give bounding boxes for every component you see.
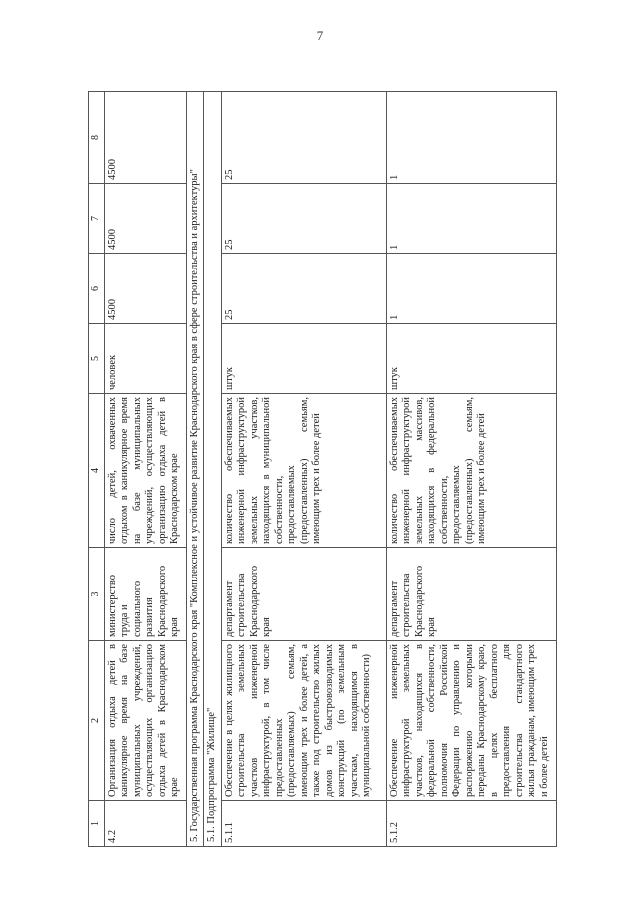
- table-row-4-2: [104, 92, 186, 847]
- value-cell-7: 4500: [104, 184, 186, 254]
- header-cell-4: 4: [89, 394, 105, 548]
- indicator-cell: количество обеспечиваемых инженерной инфраструктурой земельных массивов, находящихся в федеральной собственности, предоставляемых (предоставленных) семьям, имеющим трех и более детей: [386, 394, 556, 548]
- unit-cell: штук: [221, 324, 386, 394]
- row-number: 5.1.2: [386, 801, 556, 847]
- indicator-cell: число детей, охваченных отдыхом в каникулярное время на базе муниципальных учреждений, осуществляющих организацию отдыха детей в Краснодарском крае: [104, 394, 186, 548]
- header-cell-7: 7: [89, 184, 105, 254]
- header-cell-6: 6: [89, 254, 105, 324]
- measure-cell: Обеспечение в целях жилищного строительства земельных участков инженерной инфраструктурой, в том числе предоставленных (предоставляемых) семьям, имеющим трех и более детей, а также под строительство жилых домов из быстровозводимых конструкций (по земельным участкам, находящимся в муниципальной собственности): [221, 641, 386, 801]
- row-number: 5.1.1: [221, 801, 386, 847]
- header-cell-2: 2: [89, 641, 105, 801]
- rotated-table-container: [88, 92, 593, 847]
- value-cell-8: 1: [386, 92, 556, 184]
- indicator-cell: количество обеспечиваемых инженерной инфраструктурой земельных участков, находящихся в муниципальной собственности, предоставляемых (предоставленных) семьям, имеющим трех и более детей: [221, 394, 386, 548]
- unit-cell: человек: [104, 324, 186, 394]
- value-cell-6: 1: [386, 254, 556, 324]
- measure-cell: Обеспечение инженерной инфраструктурой земельных участков, находящихся в федеральной собственности, полномочия Российской Федерации по управлению и распоряжению которыми переданы Краснодарскому краю, в целях бесплатного предоставления для строительства стандартного жилья гражданам, имеющим трех и более детей: [386, 641, 556, 801]
- executor-cell: министерство труда и социального развития Краснодарского края: [104, 548, 186, 641]
- executor-cell: департамент строительства Краснодарского края: [221, 548, 386, 641]
- measure-cell: Организация отдыха детей в каникулярное время на базе муниципальных учреждений, осуществляющих организацию отдыха детей в Краснодарском крае: [104, 641, 186, 801]
- table-row-5-1-1: [221, 92, 386, 847]
- value-cell-6: 4500: [104, 254, 186, 324]
- section-row-5: [186, 92, 204, 847]
- row-number: 4.2: [104, 801, 186, 847]
- value-cell-7: 1: [386, 184, 556, 254]
- header-cell-5: 5: [89, 324, 105, 394]
- page-number: 7: [316, 28, 324, 43]
- measures-table: [88, 91, 557, 847]
- header-row: [89, 92, 105, 847]
- subprogram-row-5-1: [204, 92, 222, 847]
- unit-cell: штук: [386, 324, 556, 394]
- header-cell-8: 8: [89, 92, 105, 184]
- value-cell-7: 25: [221, 184, 386, 254]
- executor-cell: департамент строительства Краснодарского края: [386, 548, 556, 641]
- header-cell-3: 3: [89, 548, 105, 641]
- value-cell-8: 25: [221, 92, 386, 184]
- subprogram-title: 5.1. Подпрограмма "Жилище": [204, 92, 222, 847]
- table-row-5-1-2: [386, 92, 556, 847]
- section-title: 5. Государственная программа Краснодарского края "Комплексное и устойчивое развитие Краснодарского края в сфере строительства и архитектуры": [186, 92, 204, 847]
- header-cell-1: 1: [89, 801, 105, 847]
- value-cell-6: 25: [221, 254, 386, 324]
- value-cell-8: 4500: [104, 92, 186, 184]
